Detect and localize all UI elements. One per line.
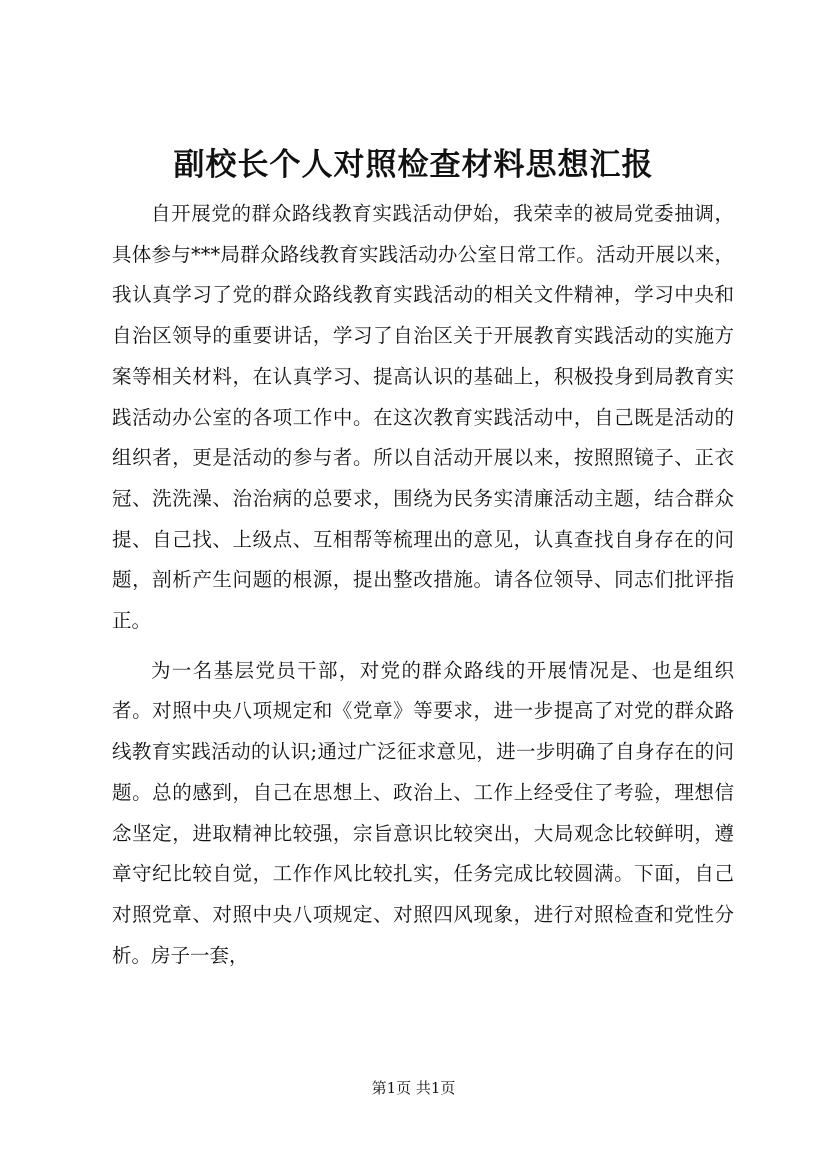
page-number-footer: 第1页 共1页 [371,1079,456,1097]
document-body [112,194,734,976]
body-paragraph-2: 为一名基层党员干部，对党的群众路线的开展情况是、也是组织者。对照中央八项规定和《党章》等要求，进一步提高了对党的群众路线教育实践活动的认识;通过广泛征求意见，进一步明确了自身存在的问题。总的感到，自己在思想上、政治上、工作上经受住了考验，理想信念坚定，进取精神比较强，宗旨意识比较突出，大局观念比较鲜明，遵章守纪比较自觉，工作作风比较扎实，任务完成比较圆满。下面，自己对照党章、对照中央八项规定、对照四风现象，进行对照检查和党性分析。房子一套， [112,658,734,967]
document-title: 副校长个人对照检查材料思想汇报 [173,147,654,183]
body-paragraph-1: 自开展党的群众路线教育实践活动伊始，我荣幸的被局党委抽调，具体参与***局群众路线教育实践活动办公室日常工作。活动开展以来，我认真学习了党的群众路线教育实践活动的相关文件精神，学习中央和自治区领导的重要讲话，学习了自治区关于开展教育实践活动的实施方案等相关材料，在认真学习、提高认识的基础上，积极投身到局教育实践活动办公室的各项工作中。在这次教育实践活动中，自己既是活动的组织者，更是活动的参与者。所以自活动开展以来，按照照镜子、正衣冠、洗洗澡、治治病的总要求，围绕为民务实清廉活动主题，结合群众提、自己找、上级点、互相帮等梳理出的意见，认真查找自身存在的问题，剖析产生问题的根源，提出整改措施。请各位领导、同志们批评指正。 [112,202,734,633]
